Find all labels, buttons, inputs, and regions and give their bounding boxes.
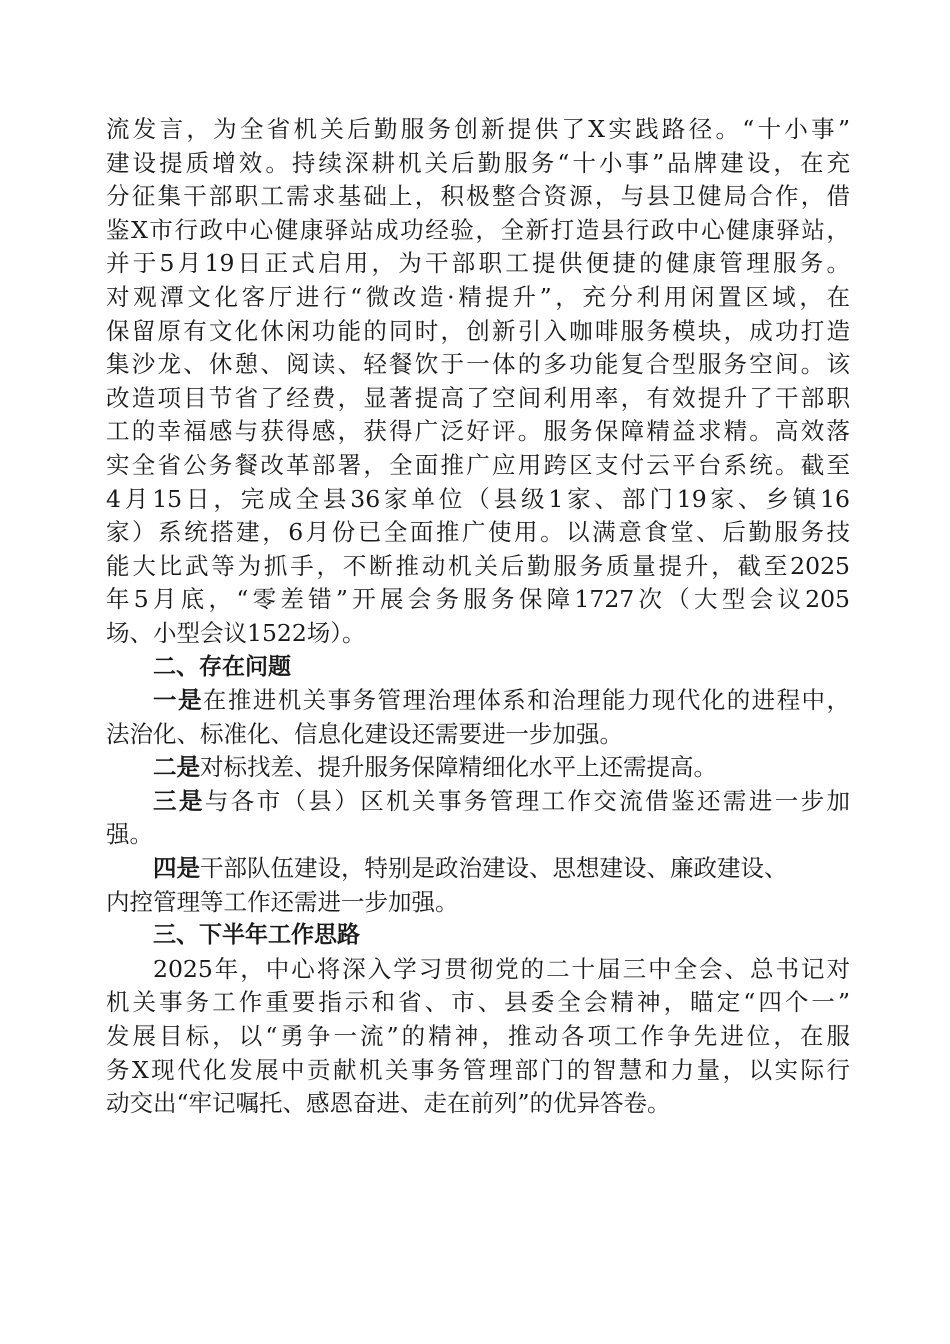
problem-item (106, 785, 850, 852)
text-line (106, 751, 850, 785)
item-lead: 三是 (153, 786, 205, 815)
text-line (106, 852, 850, 886)
text-line: 流发言，为全省机关后勤服务创新提供了X实践路径。“十小事” (106, 115, 850, 143)
text-line: 2025年，中心将深入学习贯彻党的二十届三中全会、总书记对 (153, 954, 850, 983)
text-line: 改造项目节省了经费，显著提高了空间利用率，有效提升了干部职 (106, 383, 850, 412)
text-line (106, 684, 850, 718)
problem-item (106, 852, 850, 919)
text-line: 建设提质增效。持续深耕机关后勤服务“十小事”品牌建设，在充 (106, 148, 850, 177)
item-lead: 一是 (153, 686, 203, 715)
text-line: 鉴X市行政中心健康驿站成功经验，全新打造县行政中心健康驿站， (106, 215, 850, 244)
paragraph-plans (106, 953, 850, 1121)
text-line: 保留原有文化休闲功能的同时，创新引入咖啡服务模块，成功打造 (106, 316, 850, 345)
text-line (106, 785, 850, 819)
paragraph-achievements (106, 113, 850, 651)
item-text: 与各市（县）区机关事务管理工作交流借鉴还需进一步加 (204, 786, 850, 815)
text-line: 务X现代化发展中贡献机关事务管理部门的智慧和力量，以实际行 (106, 1055, 850, 1084)
text-line: 动交出“牢记嘱托、感恩奋进、走在前列”的优异答卷。 (106, 1089, 671, 1118)
text-line: 分征集干部职工需求基础上，积极整合资源，与县卫健局合作，借 (106, 182, 850, 211)
item-lead: 四是 (153, 854, 200, 883)
text-line: 对观潭文化客厅进行“微改造·精提升”，充分利用闲置区域，在 (106, 282, 850, 311)
text-line: 工的幸福感与获得感，获得广泛好评。服务保障精益求精。高效落 (106, 417, 850, 446)
text-line: 年5月底，“零差错”开展会务服务保障1727次（大型会议205 (106, 585, 850, 614)
item-lead: 二是 (153, 753, 200, 782)
text-line: 场、小型会议1522场）。 (106, 618, 366, 647)
text-line: 强。 (106, 820, 153, 849)
text-line: 内控管理等工作还需进一步加强。 (106, 887, 459, 916)
text-line: 机关事务工作重要指示和省、市、县委全会精神，瞄定“四个一” (106, 988, 850, 1017)
text-line: 实全省公务餐改革部署，全面推广应用跨区支付云平台系统。截至 (106, 450, 850, 479)
item-text: 对标找差、提升服务保障精细化水平上还需提高。 (200, 753, 717, 782)
section-heading-problems: 二、存在问题 (153, 653, 291, 680)
problem-item (106, 751, 850, 785)
section-heading-plans: 三、下半年工作思路 (153, 922, 360, 949)
text-line: 发展目标，以“勇争一流”的精神，推动各项工作争先进位，在服 (106, 1022, 850, 1051)
item-text: 干部队伍建设，特别是政治建设、思想建设、廉政建设、 (200, 854, 788, 883)
document-page (106, 113, 850, 1121)
text-line: 4月15日，完成全县36家单位（县级1家、部门19家、乡镇16 (106, 484, 850, 513)
text-line: 家）系统搭建，6月份已全面推广使用。以满意食堂、后勤服务技 (106, 518, 850, 547)
item-text: 在推进机关事务管理治理体系和治理能力现代化的进程中， (202, 686, 850, 715)
problem-item (106, 684, 850, 751)
text-line: 能大比武等为抓手，不断推动机关后勤服务质量提升，截至2025 (106, 551, 850, 580)
text-line: 法治化、标准化、信息化建设还需要进一步加强。 (106, 719, 623, 748)
text-line: 集沙龙、休憩、阅读、轻餐饮于一体的多功能复合型服务空间。该 (106, 350, 850, 379)
text-line: 并于5月19日正式启用，为干部职工提供便捷的健康管理服务。 (106, 249, 850, 278)
